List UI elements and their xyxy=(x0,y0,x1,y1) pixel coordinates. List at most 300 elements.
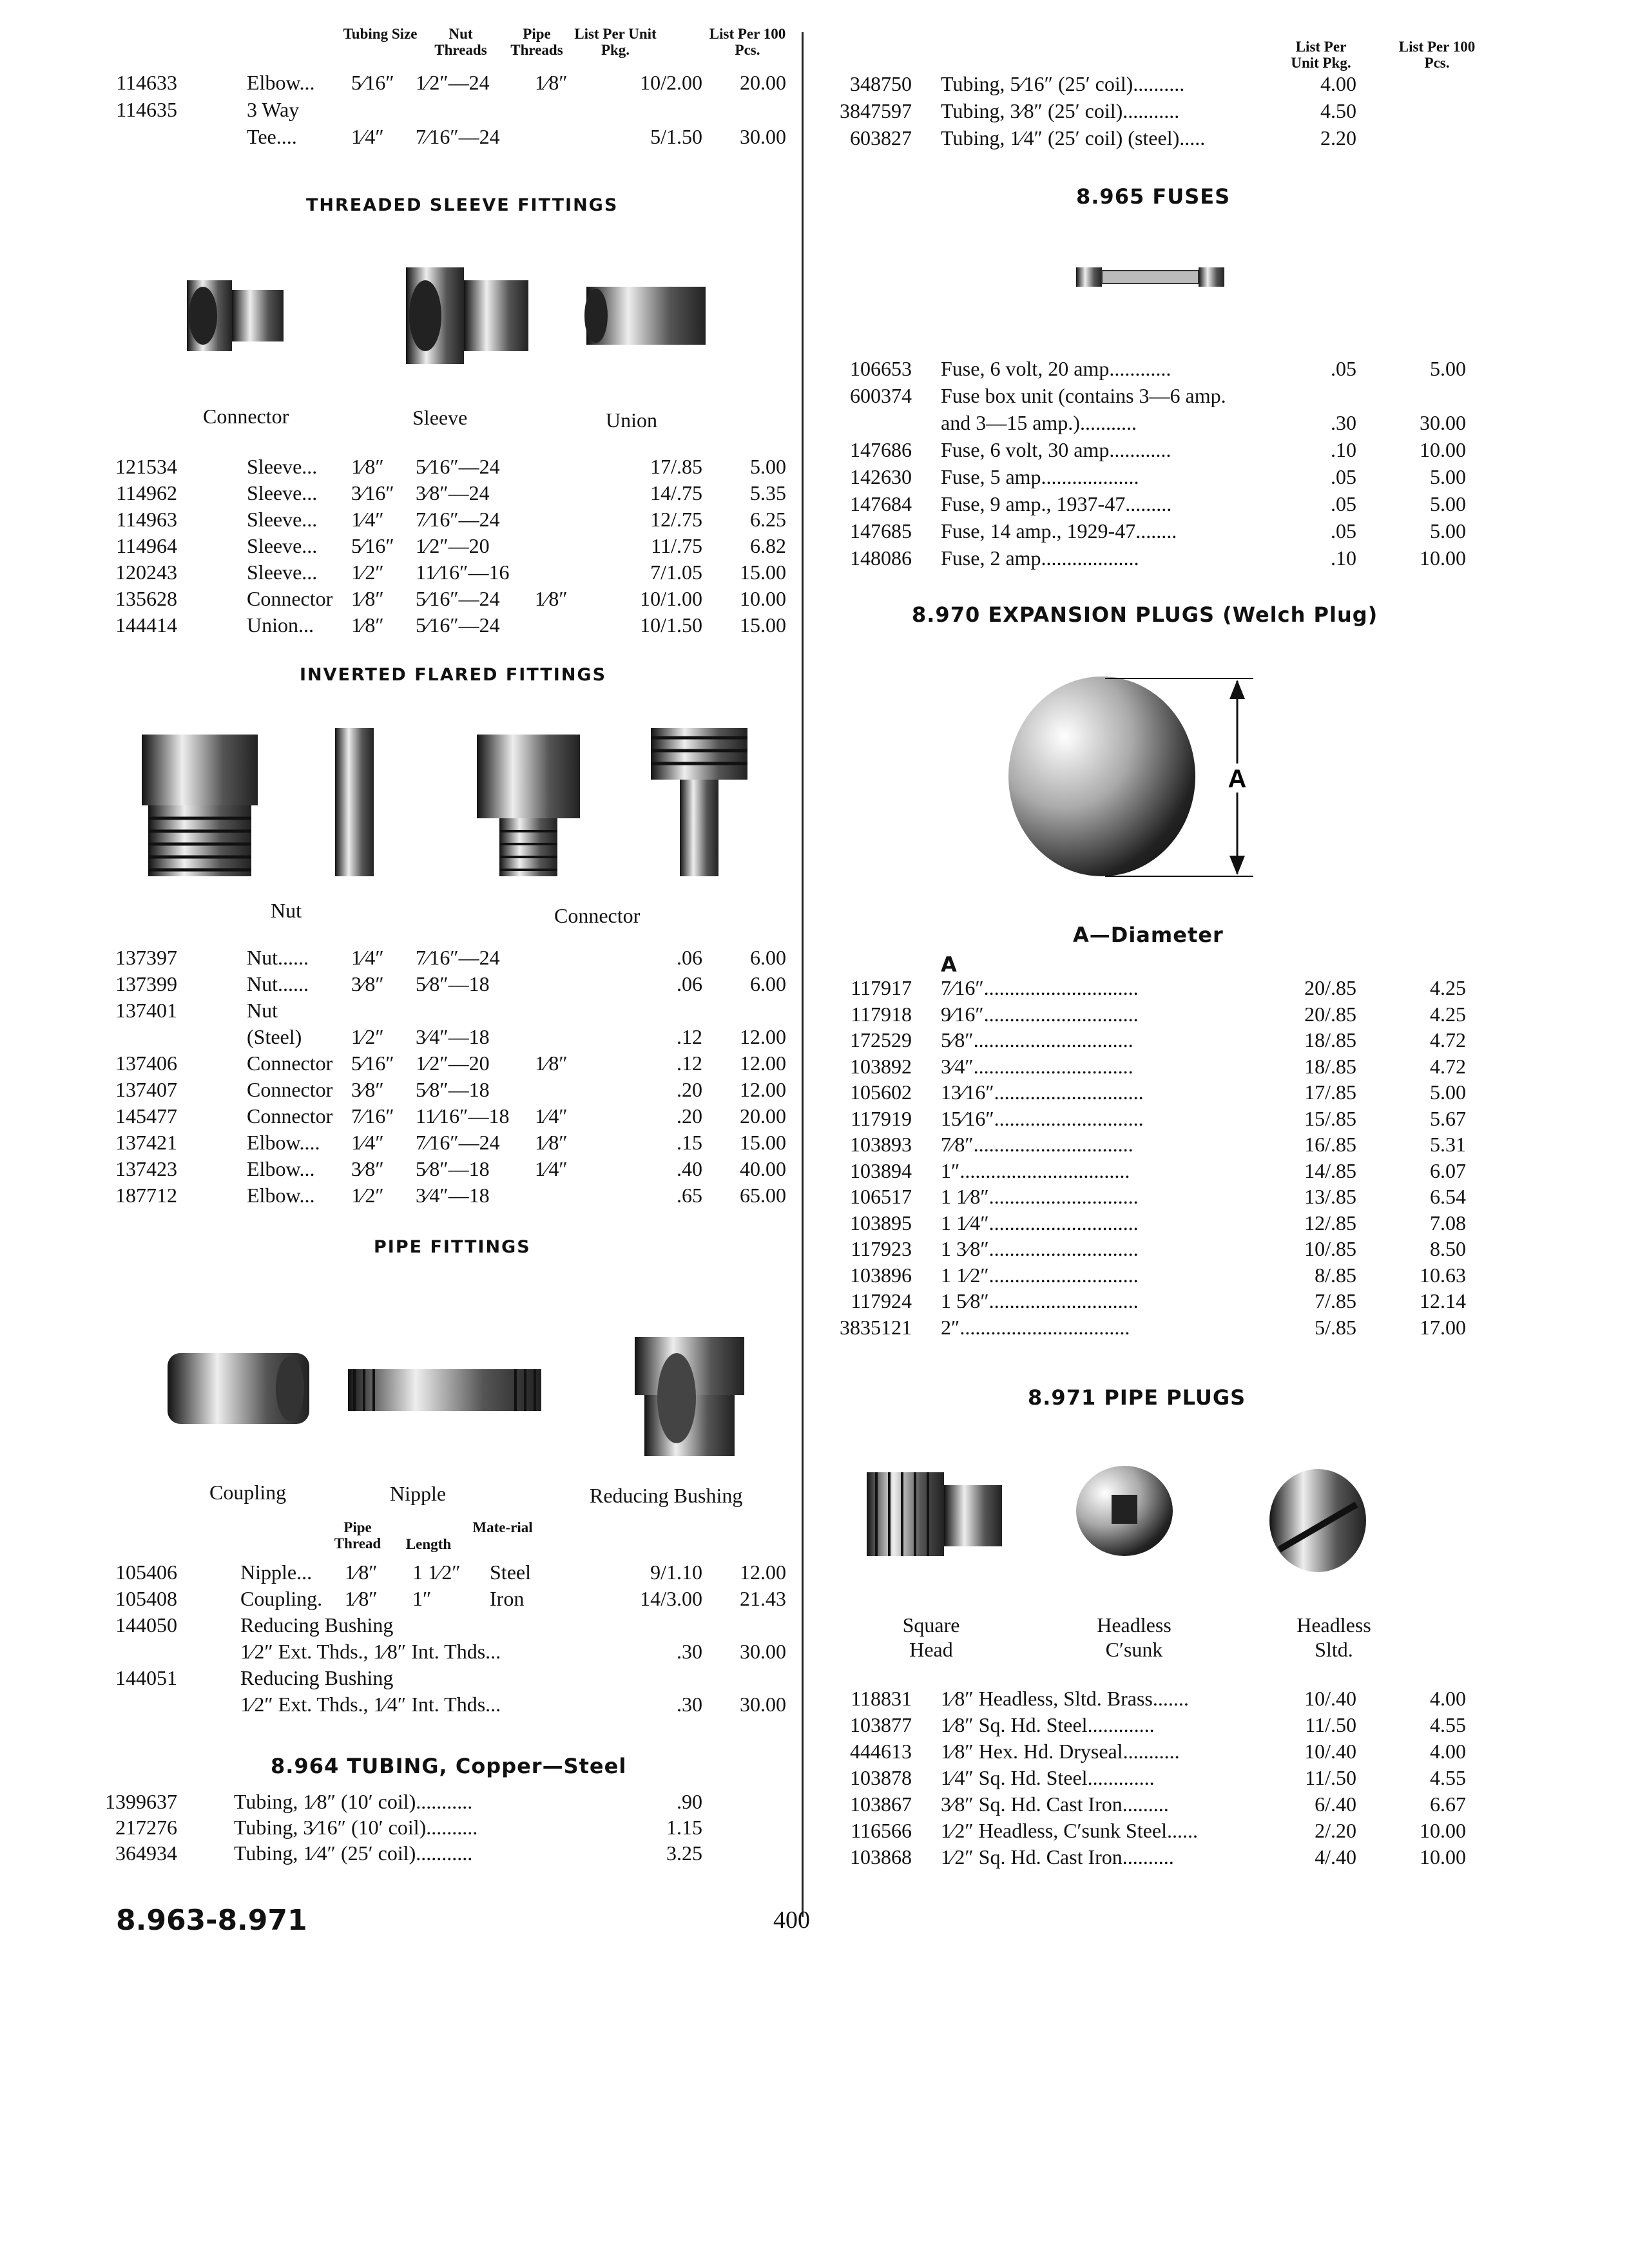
cell-desc: Fuse, 6 volt, 30 amp............ xyxy=(941,438,1171,461)
table-row xyxy=(97,971,786,997)
cell-nut: 3⁄4″—18 xyxy=(416,1025,490,1048)
table-row xyxy=(815,1314,1537,1340)
cell-thread: 1⁄8″ xyxy=(345,1561,378,1584)
cell-desc: Elbow... xyxy=(247,1157,315,1180)
cell-nut: 1⁄2″—20 xyxy=(416,534,490,557)
cell-desc: 1 1⁄8″............................. xyxy=(941,1185,1139,1208)
cell-length: 1″ xyxy=(412,1587,432,1610)
cell-nut: 7⁄16″—24 xyxy=(416,946,500,969)
cell-part: 105602 xyxy=(850,1081,912,1104)
cell-part: 144050 xyxy=(115,1613,177,1637)
cell-size: 5⁄16″ xyxy=(351,1052,394,1075)
column-letter-a: A xyxy=(941,952,958,977)
cell-desc: Elbow... xyxy=(247,71,315,94)
cell-part: 103868 xyxy=(850,1845,912,1869)
cell-part: 187712 xyxy=(115,1184,177,1207)
cell-per100: 10.00 xyxy=(1420,1845,1466,1869)
cell-part: 147685 xyxy=(850,519,912,543)
cell-desc: 1⁄2″ Ext. Thds., 1⁄4″ Int. Thds... xyxy=(240,1693,501,1716)
cell-unit: 14/.85 xyxy=(1304,1158,1356,1182)
cell-desc: Sleeve... xyxy=(247,534,318,557)
cell-pipe: 1⁄4″ xyxy=(535,1104,568,1128)
header-pipe-threads: Pipe Threads xyxy=(510,26,563,58)
cell-part: 142630 xyxy=(850,465,912,488)
cell-per100: 12.00 xyxy=(740,1052,786,1075)
cell-desc: 1⁄2″ Ext. Thds., 1⁄8″ Int. Thds... xyxy=(240,1640,501,1663)
cell-per100: 6.67 xyxy=(1430,1792,1466,1816)
pipe-fittings-title: PIPE FITTINGS xyxy=(374,1237,531,1257)
table-row xyxy=(97,1077,786,1102)
cell-per100: 40.00 xyxy=(740,1157,786,1180)
cell-unit: 13/.85 xyxy=(1304,1185,1356,1208)
table-row xyxy=(815,1844,1537,1870)
cell-desc: 1 1⁄2″............................. xyxy=(941,1263,1139,1287)
table-row xyxy=(97,1612,786,1638)
table-row xyxy=(815,1818,1537,1843)
cell-desc: 1⁄4″ Sq. Hd. Steel............. xyxy=(941,1766,1155,1789)
cell-unit: 10/.40 xyxy=(1304,1687,1356,1710)
cell-nut: 11⁄16″—18 xyxy=(416,1104,510,1128)
cell-unit: .06 xyxy=(677,972,702,995)
cell-per100: 10.00 xyxy=(1420,438,1466,461)
cell-part: 144051 xyxy=(115,1666,177,1689)
cell-per100: 20.00 xyxy=(740,1104,786,1128)
cell-part: 120243 xyxy=(115,561,177,584)
cell-desc: Sleeve... xyxy=(247,455,318,478)
cell-size: 5⁄16″ xyxy=(351,71,394,94)
cell-per100: 30.00 xyxy=(740,1640,786,1663)
cell-nut: 5⁄16″—24 xyxy=(416,613,500,637)
cell-part: 103893 xyxy=(850,1133,912,1156)
cell-desc: Fuse box unit (contains 3—6 amp. xyxy=(941,384,1226,407)
caption: Coupling xyxy=(209,1481,287,1504)
cell-desc: 1 5⁄8″............................. xyxy=(941,1289,1139,1312)
cell-part: 114633 xyxy=(116,71,177,94)
cell-unit: 10/.40 xyxy=(1304,1740,1356,1763)
cell-material: Steel xyxy=(490,1561,531,1584)
table-row xyxy=(97,997,786,1023)
cell-nut: 1⁄2″—24 xyxy=(416,71,490,94)
cell-part: 103896 xyxy=(850,1263,912,1287)
table-row xyxy=(97,1814,786,1840)
table-row xyxy=(97,1789,786,1814)
cell-per100: 10.63 xyxy=(1420,1263,1466,1287)
cell-per100: 5.00 xyxy=(1430,1081,1466,1104)
cell-per100: 6.54 xyxy=(1430,1185,1466,1208)
nipple-image xyxy=(348,1369,541,1411)
cell-desc: Connector xyxy=(247,1104,333,1128)
cell-nut: 7⁄16″—24 xyxy=(416,508,500,531)
table-row xyxy=(97,1129,786,1155)
cell-part: 114963 xyxy=(116,508,177,531)
table-row xyxy=(97,1182,786,1208)
cell-part: 137423 xyxy=(115,1157,177,1180)
cell-unit: .20 xyxy=(677,1078,702,1101)
cell-unit: 11/.75 xyxy=(651,534,702,557)
cell-desc: Reducing Bushing xyxy=(240,1666,394,1689)
expansion-plugs-title: 8.970 EXPANSION PLUGS (Welch Plug) xyxy=(912,602,1378,627)
cell-desc: Tee.... xyxy=(247,125,297,148)
cell-length: 1 1⁄2″ xyxy=(412,1561,461,1584)
cell-part: 137397 xyxy=(115,946,177,969)
cell-part: 103895 xyxy=(850,1211,912,1235)
pipe-plugs-illustration xyxy=(867,1459,1447,1595)
cell-unit: 11/.50 xyxy=(1305,1713,1356,1736)
header-right-list-unit: List Per Unit Pkg. xyxy=(1291,39,1351,71)
cell-desc: 1⁄8″ Headless, Sltd. Brass....... xyxy=(941,1687,1189,1710)
cell-desc: Fuse, 2 amp................... xyxy=(941,546,1139,570)
header-tubing-size: Tubing Size xyxy=(343,26,418,42)
cell-unit: 18/.85 xyxy=(1304,1028,1356,1052)
inverted-fittings-illustration xyxy=(142,715,786,883)
cell-per100: 17.00 xyxy=(1420,1315,1466,1339)
cell-per100: 5.67 xyxy=(1430,1106,1466,1130)
cell-part: 3847597 xyxy=(840,99,912,122)
cell-part: 137401 xyxy=(115,999,177,1022)
connector-image xyxy=(187,280,284,351)
caption: Reducing Bushing xyxy=(590,1484,743,1507)
caption: Sleeve xyxy=(412,406,468,429)
table-row xyxy=(815,71,1537,97)
cell-material: Iron xyxy=(490,1587,525,1610)
cell-unit: 15/.85 xyxy=(1304,1106,1356,1130)
headless-slotted-plug-image xyxy=(1269,1469,1366,1572)
cell-desc: 3 Way xyxy=(247,98,300,121)
cell-per100: 8.50 xyxy=(1430,1237,1466,1260)
cell-unit: 17/.85 xyxy=(650,455,702,478)
cell-per100: 65.00 xyxy=(740,1184,786,1207)
cell-per100: 12.00 xyxy=(740,1025,786,1048)
cell-desc: Fuse, 9 amp., 1937-47......... xyxy=(941,492,1172,515)
header-right-list-100: List Per 100 Pcs. xyxy=(1398,39,1476,71)
cell-per100: 5.00 xyxy=(1430,465,1466,488)
cell-nut: 5⁄16″—24 xyxy=(416,455,500,478)
table-row xyxy=(815,1210,1537,1236)
tube-image xyxy=(335,728,374,876)
cell-part: 106517 xyxy=(850,1185,912,1208)
cell-part: 147684 xyxy=(850,492,912,515)
cell-size: 1⁄2″ xyxy=(351,561,384,584)
cell-part: 117924 xyxy=(851,1289,912,1312)
cell-nut: 3⁄8″—24 xyxy=(416,481,490,505)
cell-desc: 1⁄2″ Headless, C′sunk Steel...... xyxy=(941,1819,1198,1842)
cell-part: 105406 xyxy=(115,1561,177,1584)
cell-per100: 21.43 xyxy=(740,1587,786,1610)
cell-per100: 6.00 xyxy=(750,972,786,995)
cell-per100: 12.14 xyxy=(1420,1289,1466,1312)
table-row xyxy=(815,1106,1537,1131)
header-list-100: List Per 100 Pcs. xyxy=(709,26,786,58)
cell-desc: Nut xyxy=(247,999,278,1022)
table-row xyxy=(815,410,1537,436)
table-row xyxy=(815,1712,1537,1738)
table-row xyxy=(97,97,786,122)
table-row xyxy=(815,1262,1537,1288)
cell-desc: 1 1⁄4″............................. xyxy=(941,1211,1139,1235)
caption: Union xyxy=(606,408,657,432)
cell-unit: 10/.85 xyxy=(1304,1237,1356,1260)
cell-part: 103878 xyxy=(850,1766,912,1789)
cell-size: 1⁄4″ xyxy=(351,125,384,148)
cell-part: 444613 xyxy=(850,1740,912,1763)
cell-nut: 7⁄16″—24 xyxy=(416,1131,500,1154)
table-row xyxy=(815,1765,1537,1791)
cell-part: 114964 xyxy=(116,534,177,557)
caption: Connector xyxy=(203,405,289,428)
cell-unit: .05 xyxy=(1331,492,1356,515)
cell-unit: .12 xyxy=(677,1025,702,1048)
cell-desc: Nipple... xyxy=(240,1561,313,1584)
cell-size: 1⁄4″ xyxy=(351,946,384,969)
table-row xyxy=(815,1001,1537,1027)
cell-unit: .65 xyxy=(677,1184,702,1207)
nut-image xyxy=(142,735,258,876)
cell-desc: 1″................................. xyxy=(941,1158,1130,1182)
cell-size: 7⁄16″ xyxy=(351,1104,394,1128)
cell-desc: Nut...... xyxy=(247,946,309,969)
cell-per100: 4.55 xyxy=(1430,1766,1466,1789)
cell-unit: 14/.75 xyxy=(650,481,702,505)
header-list-unit: List Per Unit Pkg. xyxy=(574,26,657,58)
cell-nut: 1⁄2″—20 xyxy=(416,1052,490,1075)
square-head-plug-image xyxy=(867,1472,1002,1556)
cell-pipe: 1⁄8″ xyxy=(535,1052,568,1075)
cell-size: 1⁄2″ xyxy=(351,1184,384,1207)
table-row xyxy=(97,1665,786,1691)
cell-unit: .10 xyxy=(1331,546,1356,570)
table-row xyxy=(97,454,786,479)
cell-part: 3835121 xyxy=(840,1315,912,1339)
cell-part: 114635 xyxy=(116,98,177,121)
cell-per100: 30.00 xyxy=(740,125,786,148)
cell-per100: 6.00 xyxy=(750,946,786,969)
cell-per100: 4.00 xyxy=(1430,1740,1466,1763)
table-row xyxy=(815,545,1537,571)
table-row xyxy=(815,98,1537,124)
coupling-image xyxy=(168,1353,309,1424)
cell-per100: 4.72 xyxy=(1430,1054,1466,1078)
cell-unit: 17/.85 xyxy=(1304,1081,1356,1104)
cell-part: 137407 xyxy=(115,1078,177,1101)
cell-per100: 7.08 xyxy=(1430,1211,1466,1235)
cell-nut: 7⁄16″—24 xyxy=(416,125,500,148)
cell-size: 5⁄16″ xyxy=(351,534,394,557)
inverted-flared-title: INVERTED FLARED FITTINGS xyxy=(300,665,607,685)
cell-unit: 7/.85 xyxy=(1315,1289,1356,1312)
cell-unit: 6/.40 xyxy=(1315,1792,1356,1816)
reducing-bushing-image xyxy=(635,1337,744,1456)
fuses-title: 8.965 FUSES xyxy=(1076,184,1231,209)
cell-desc: Sleeve... xyxy=(247,481,318,505)
cell-unit: 12/.75 xyxy=(650,508,702,531)
table-row xyxy=(97,1024,786,1050)
cell-per100: 30.00 xyxy=(1420,411,1466,434)
table-row xyxy=(97,480,786,506)
cell-part: 135628 xyxy=(115,587,177,610)
a-diameter-caption: A—Diameter xyxy=(1073,923,1224,947)
table-row xyxy=(97,1103,786,1129)
cell-size: 3⁄8″ xyxy=(351,972,384,995)
connector-image-2 xyxy=(477,735,580,876)
cell-unit: .06 xyxy=(677,946,702,969)
cell-unit: .30 xyxy=(677,1640,702,1663)
cell-per100: 12.00 xyxy=(740,1561,786,1584)
cell-per100: 4.55 xyxy=(1430,1713,1466,1736)
cell-part: 147686 xyxy=(850,438,912,461)
cell-pipe: 1⁄8″ xyxy=(535,1131,568,1154)
cell-unit: 8/.85 xyxy=(1315,1263,1356,1287)
cell-unit: 20/.85 xyxy=(1304,976,1356,999)
cell-unit: 10/1.50 xyxy=(640,613,702,637)
cell-desc: Elbow... xyxy=(247,1184,315,1207)
cell-desc: Elbow.... xyxy=(247,1131,320,1154)
table-row xyxy=(97,1586,786,1611)
cell-part: 364934 xyxy=(115,1841,177,1865)
cell-unit: .12 xyxy=(677,1052,702,1075)
threaded-sleeve-title: THREADED SLEEVE FITTINGS xyxy=(306,195,619,215)
table-row xyxy=(815,464,1537,490)
cell-per100: 4.25 xyxy=(1430,976,1466,999)
cell-per100: 10.00 xyxy=(740,587,786,610)
cell-thread: 1⁄8″ xyxy=(345,1587,378,1610)
table-row xyxy=(815,437,1537,463)
cell-per100: 4.72 xyxy=(1430,1028,1466,1052)
cell-desc: Tubing, 3⁄16″ (10′ coil).......... xyxy=(234,1816,478,1839)
cell-desc: Coupling. xyxy=(240,1587,323,1610)
cell-desc: Fuse, 14 amp., 1929-47........ xyxy=(941,519,1177,543)
table-row xyxy=(815,1236,1537,1262)
cell-desc: Nut...... xyxy=(247,972,309,995)
cell-part: 137421 xyxy=(115,1131,177,1154)
table-row xyxy=(815,1791,1537,1817)
headless-csunk-plug-image xyxy=(1076,1466,1173,1556)
cell-pipe: 1⁄8″ xyxy=(535,71,568,94)
cell-nut: 5⁄16″—24 xyxy=(416,587,500,610)
header-pipe-thread: Pipe Thread xyxy=(334,1519,381,1552)
cell-part: 103892 xyxy=(850,1054,912,1078)
welch-plug-diagram xyxy=(1008,660,1279,892)
cell-unit: .20 xyxy=(677,1104,702,1128)
cell-desc: 2″................................. xyxy=(941,1315,1130,1339)
cell-unit: 12/.85 xyxy=(1304,1211,1356,1235)
cell-size: 1⁄4″ xyxy=(351,1131,384,1154)
cell-unit: .30 xyxy=(1331,411,1356,434)
table-row xyxy=(815,1686,1537,1711)
cell-desc: Reducing Bushing xyxy=(240,1613,394,1637)
table-row xyxy=(97,1559,786,1585)
header-material: Mate-rial xyxy=(472,1519,533,1535)
table-row xyxy=(815,491,1537,517)
cell-part: 106653 xyxy=(850,357,912,380)
cell-size: 3⁄8″ xyxy=(351,1157,384,1180)
caption: Nut xyxy=(271,899,302,922)
cell-desc: Fuse, 6 volt, 20 amp............ xyxy=(941,357,1171,380)
cell-part: 217276 xyxy=(115,1816,177,1839)
cell-part: 105408 xyxy=(115,1587,177,1610)
cell-nut: 5⁄8″—18 xyxy=(416,1078,490,1101)
cell-unit: 2/.20 xyxy=(1315,1819,1356,1842)
cell-per100: 15.00 xyxy=(740,613,786,637)
cell-unit: 5/.85 xyxy=(1315,1315,1356,1339)
cell-unit: 16/.85 xyxy=(1304,1133,1356,1156)
cell-desc: Tubing, 3⁄8″ (25′ coil)........... xyxy=(941,99,1180,122)
cell-desc: Connector xyxy=(247,587,333,610)
cell-unit: .05 xyxy=(1331,357,1356,380)
cell-nut: 3⁄4″—18 xyxy=(416,1184,490,1207)
cell-part: 348750 xyxy=(850,72,912,95)
cell-per100: 6.82 xyxy=(750,534,786,557)
cell-size: 1⁄8″ xyxy=(351,587,384,610)
cell-part: 103867 xyxy=(850,1792,912,1816)
cell-desc: Fuse, 5 amp................... xyxy=(941,465,1139,488)
caption: Headless Sltd. xyxy=(1296,1613,1371,1661)
table-row xyxy=(97,1691,786,1717)
cell-desc: 3⁄4″............................... xyxy=(941,1054,1133,1078)
table-row xyxy=(97,586,786,611)
cell-per100: 4.00 xyxy=(1430,1687,1466,1710)
cell-desc: 3⁄8″ Sq. Hd. Cast Iron......... xyxy=(941,1792,1169,1816)
cell-part: 145477 xyxy=(115,1104,177,1128)
table-row xyxy=(815,356,1537,381)
table-row xyxy=(815,1158,1537,1184)
cell-pipe: 1⁄8″ xyxy=(535,587,568,610)
cell-desc: (Steel) xyxy=(247,1025,302,1048)
cell-desc: Sleeve... xyxy=(247,508,318,531)
cell-nut: 5⁄8″—18 xyxy=(416,972,490,995)
cell-desc: 9⁄16″.............................. xyxy=(941,1002,1139,1026)
cell-unit: 14/3.00 xyxy=(640,1587,702,1610)
cell-per100: 15.00 xyxy=(740,561,786,584)
table-row xyxy=(815,1738,1537,1764)
cell-unit: 5/1.50 xyxy=(650,125,702,148)
cell-part: 137399 xyxy=(115,972,177,995)
union-image xyxy=(584,287,706,345)
cell-part: 117918 xyxy=(851,1002,912,1026)
cell-per100: 5.00 xyxy=(750,455,786,478)
cell-per100: 4.25 xyxy=(1430,1002,1466,1026)
cell-desc: Connector xyxy=(247,1052,333,1075)
fuse-image xyxy=(1076,258,1224,296)
caption: Nipple xyxy=(390,1482,447,1505)
cell-unit: 10/2.00 xyxy=(640,71,702,94)
table-row xyxy=(97,533,786,559)
cell-part: 103894 xyxy=(850,1158,912,1182)
table-row xyxy=(97,506,786,532)
cell-pipe: 1⁄4″ xyxy=(535,1157,568,1180)
cell-per100: 5.00 xyxy=(1430,519,1466,543)
cell-part: 1399637 xyxy=(105,1790,177,1813)
cell-part: 114962 xyxy=(116,481,177,505)
cell-size: 1⁄8″ xyxy=(351,455,384,478)
table-row xyxy=(815,1288,1537,1314)
table-row xyxy=(97,945,786,970)
cell-per100: 10.00 xyxy=(1420,1819,1466,1842)
cell-part: 103877 xyxy=(850,1713,912,1736)
cell-unit: 3.25 xyxy=(666,1841,702,1865)
pipe-plugs-title: 8.971 PIPE PLUGS xyxy=(1028,1385,1246,1410)
cell-unit: 18/.85 xyxy=(1304,1054,1356,1078)
cell-size: 3⁄8″ xyxy=(351,1078,384,1101)
cell-desc: and 3—15 amp.)........... xyxy=(941,411,1137,434)
cell-part: 600374 xyxy=(850,384,912,407)
table-row xyxy=(815,1184,1537,1209)
cell-desc: Tubing, 1⁄4″ (25′ coil) (steel)..... xyxy=(941,126,1206,149)
header-length: Length xyxy=(405,1536,452,1552)
table-row xyxy=(815,1131,1537,1157)
cell-unit: .90 xyxy=(677,1790,702,1813)
section-range: 8.963-8.971 xyxy=(116,1904,307,1937)
cell-unit: 7/1.05 xyxy=(650,561,702,584)
